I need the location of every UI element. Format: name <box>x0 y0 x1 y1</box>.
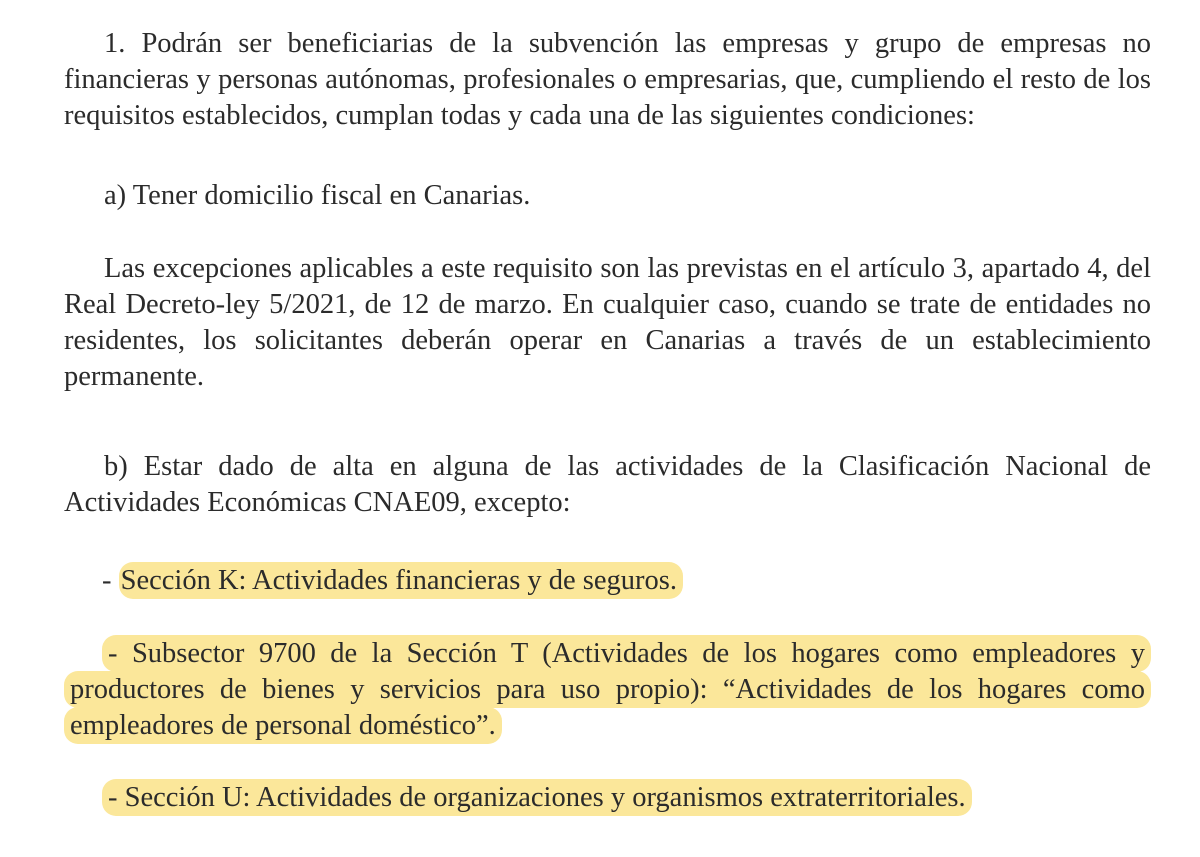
highlighted-text: - Subsector 9700 de la Sección T (Actividades de los hogares como empleadores y productores de bienes y servicios para uso propio): “Actividades de los hogares como empleadores de personal doméstico”. <box>64 635 1151 744</box>
exclusion-subsector-9700 <box>64 636 1151 744</box>
condition-a: a) Tener domicilio fiscal en Canarias. <box>104 180 531 211</box>
highlighted-text: - Sección U: Actividades de organizaciones y organismos extraterritoriales. <box>102 779 972 816</box>
condition-b: b) Estar dado de alta en alguna de las actividades de la Clasificación Nacional de Actividades Económicas CNAE09, excepto: <box>64 451 1151 518</box>
paragraph-exceptions: Las excepciones aplicables a este requisito son las previstas en el artículo 3, apartado 4, del Real Decreto-ley 5/2021, de 12 de marzo. En cualquier caso, cuando se trate de entidades no residentes, los solicitantes deberán operar en Canarias a través de un establecimiento permanente. <box>64 253 1151 392</box>
paragraph-beneficiaries: 1. Podrán ser beneficiarias de la subvención las empresas y grupo de empresas no financieras y personas autónomas, profesionales o empresarias, que, cumpliendo el resto de los requisitos establecidos, cumplan todas y cada una de las siguientes condiciones: <box>64 28 1151 131</box>
document-page <box>64 26 1151 816</box>
exclusion-dash: - <box>102 565 119 596</box>
exclusion-section-k <box>64 563 1151 599</box>
highlighted-text: Sección K: Actividades financieras y de seguros. <box>119 562 683 599</box>
exclusion-section-u <box>64 780 1151 816</box>
